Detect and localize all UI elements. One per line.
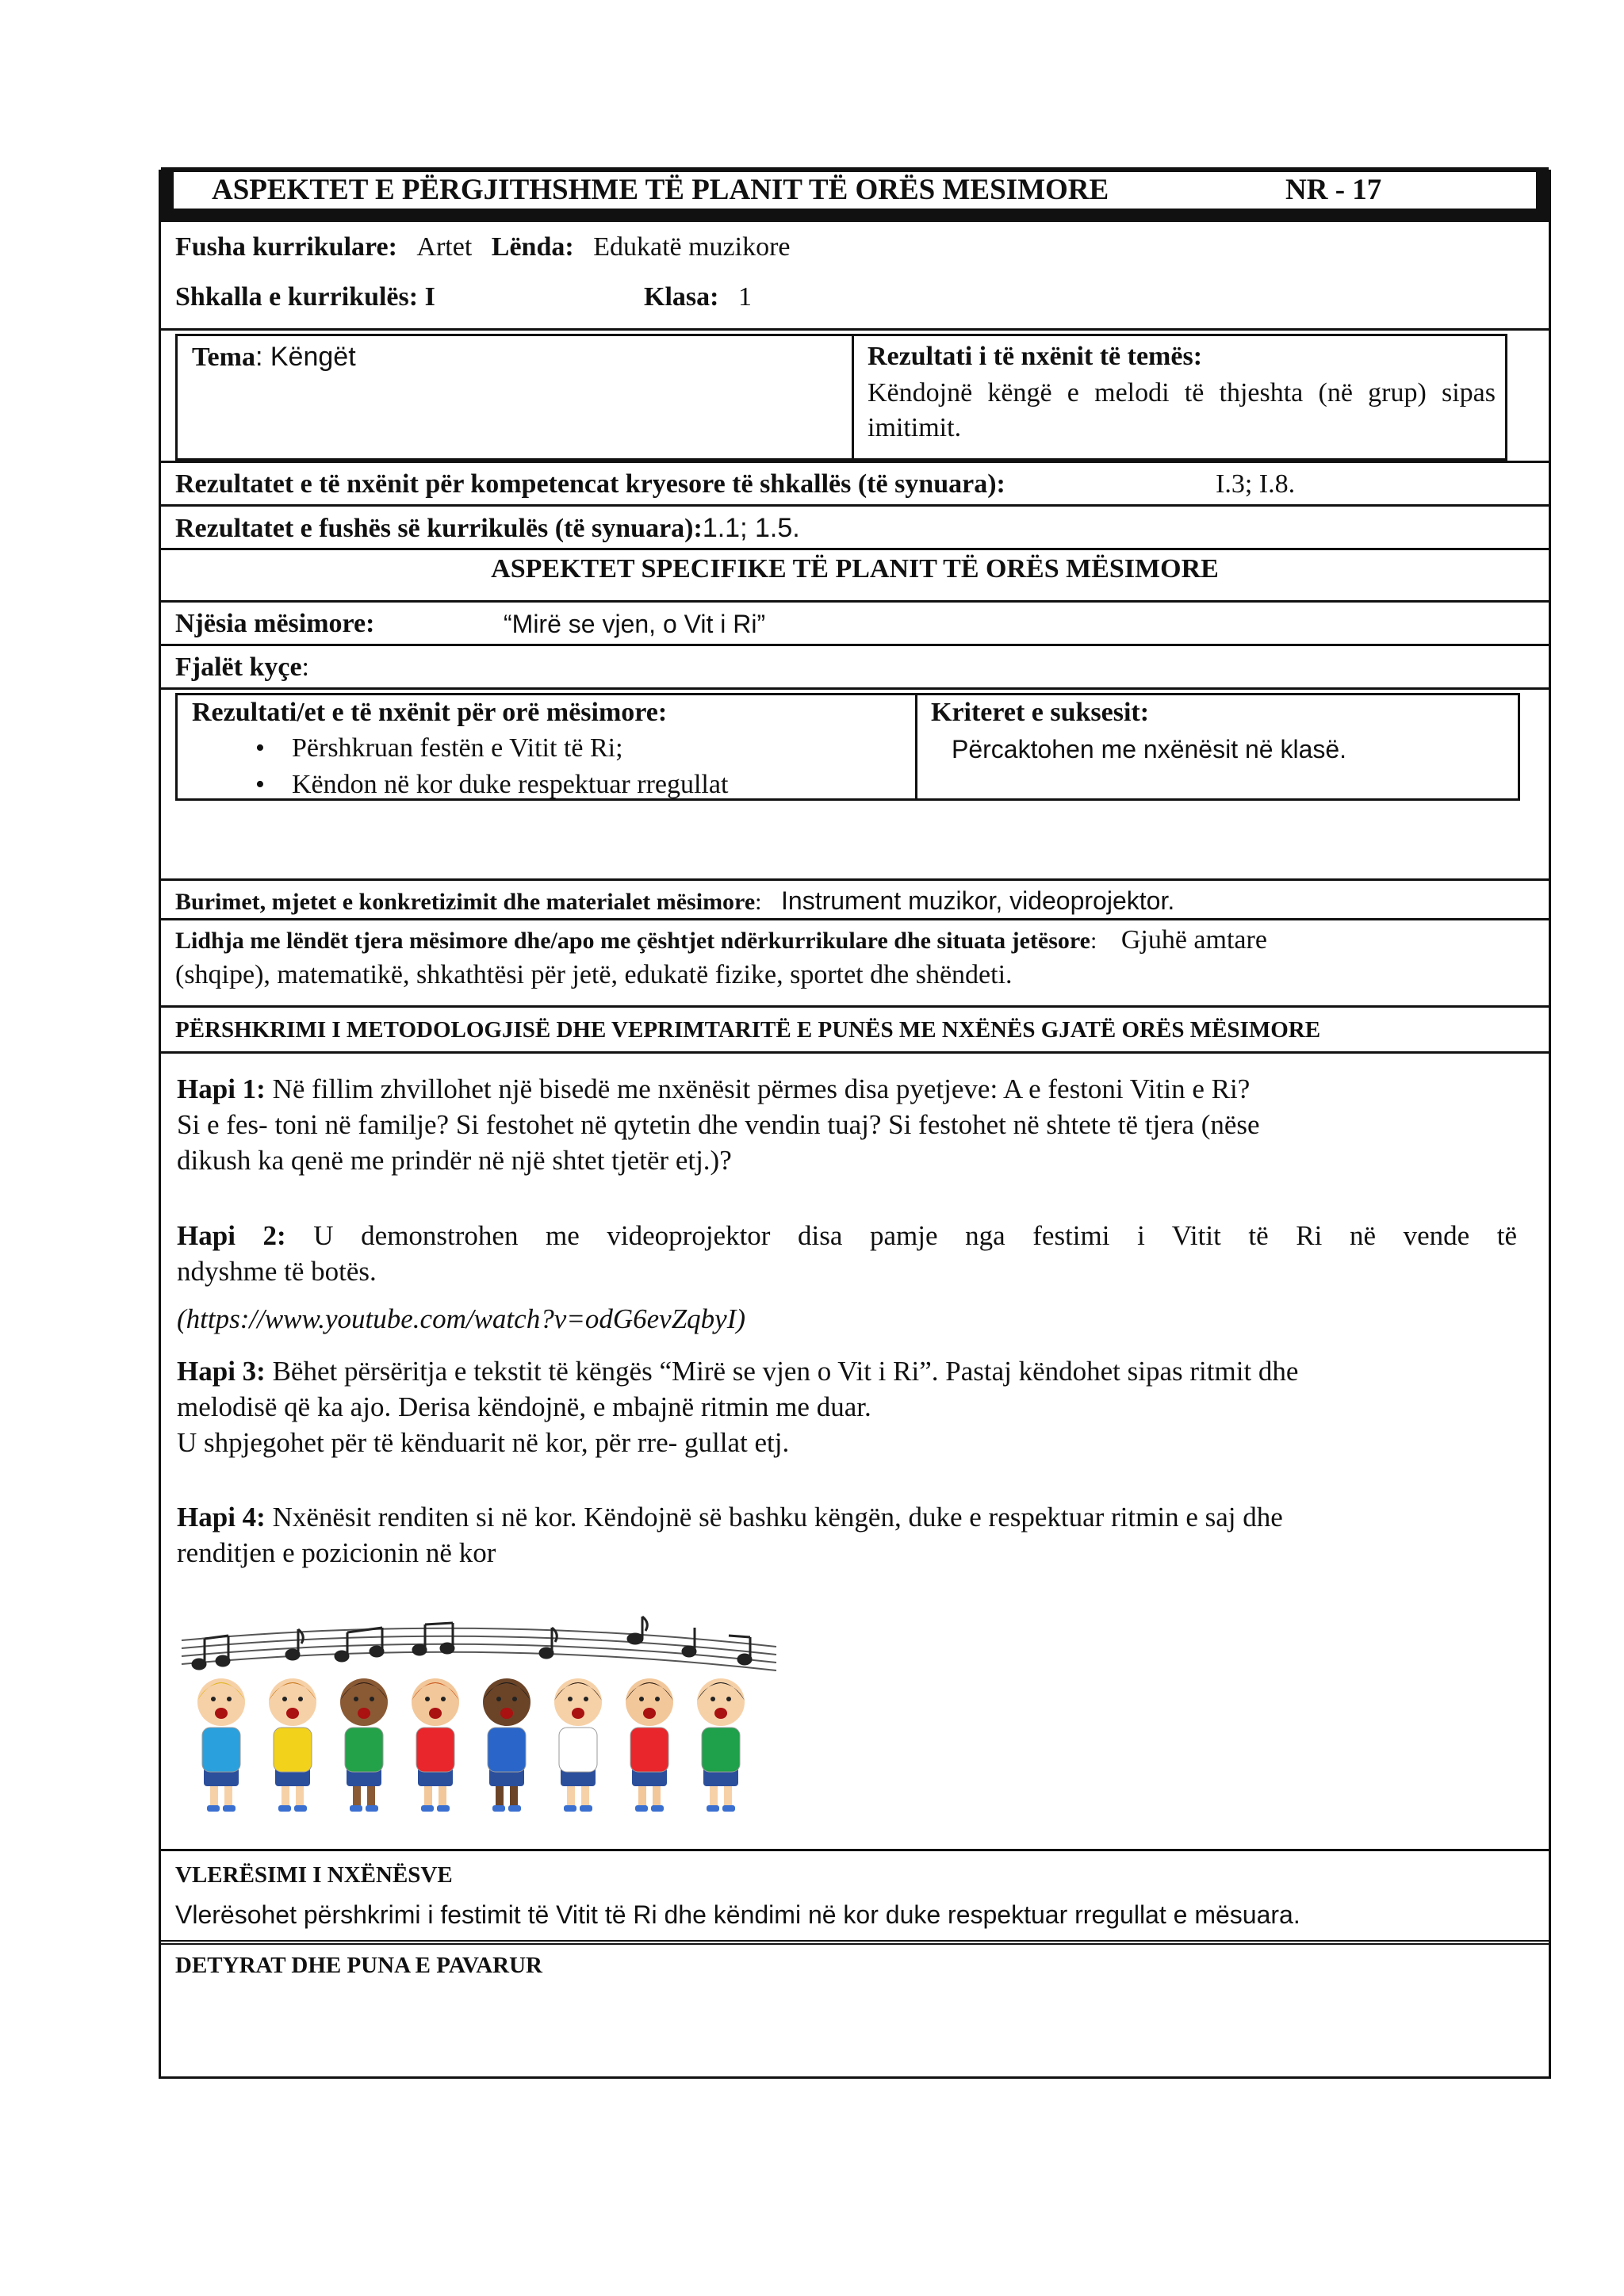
shkalla-label: Shkalla e kurrikulës: I (175, 282, 435, 312)
video-link[interactable]: (https://www.youtube.com/watch?v=odG6evZqbyI) (177, 1303, 746, 1334)
specifike-title-row (161, 548, 1549, 600)
njesia-value: “Mirë se vjen, o Vit i Ri” (504, 610, 766, 638)
kriteret-value: Përcaktohen me nxënësit në klasë. (952, 735, 1347, 763)
vleresimi-label: VLERËSIMI I NXËNËSVE (175, 1862, 453, 1888)
rezultatet-kriteret-box (175, 693, 1520, 801)
kriteret-label: Kriteret e suksesit: (931, 698, 1150, 727)
burimet-row: Burimet, mjetet e konkretizimit dhe materialet mësimore: Instrument muzikor, videoprojektor. (161, 878, 1549, 918)
lenda-value: Edukatë muzikore (593, 232, 791, 262)
child-figure (412, 1678, 459, 1812)
hapi-4: Hapi 4: Nxënësit renditen si në kor. Këndojnë së bashku këngën, duke e respektuar ritmin e saj dhe renditjen e pozicionin në kor (177, 1502, 1283, 1568)
specifike-title: ASPEKTET SPECIFIKE TË PLANIT TË ORËS MËSIMORE (491, 554, 1219, 584)
hapi-2: Hapi 2: U demonstrohen me videoprojektor disa pamje nga festimi i Vitit të Ri në vende të ndyshme të botës. (177, 1220, 1518, 1287)
detyrat-label: DETYRAT DHE PUNA E PAVARUR (175, 1953, 542, 1978)
rezultatet-ores-list (178, 730, 728, 803)
rezultatet-ores-section (161, 687, 1549, 878)
fusha-rezultatet-row (161, 504, 1549, 548)
njesia-row (161, 600, 1549, 644)
children-group (197, 1678, 745, 1812)
list-item: • Këndon në kor duke respektuar rregullat (178, 767, 728, 803)
fjalet-label: Fjalët kyçe (175, 652, 302, 682)
hapi-1-label: Hapi 1: (177, 1073, 266, 1104)
vleresimi-text: Vlerësohet përshkrimi i festimit të Vitit të Ri dhe këndimi në kor duke respektuar rregullat e mësuara. (175, 1900, 1300, 1929)
child-figure (697, 1678, 745, 1812)
kompetencat-row (161, 461, 1549, 504)
lenda-label: Lënda: (491, 232, 574, 262)
plan-number: NR - 17 (1285, 174, 1382, 206)
general-fields (161, 220, 1549, 328)
njesia-label: Njësia mësimore: (175, 609, 375, 638)
header (161, 167, 1549, 220)
page-title: ASPEKTET E PËRGJITHSHME TË PLANIT TË ORËS MESIMORE (212, 174, 1109, 206)
metodologjia-title-row (161, 1005, 1549, 1051)
metodologjia-content (161, 1051, 1549, 1849)
metodologjia-title: PËRSHKRIMI I METODOLOGJISË DHE VEPRIMTARITË E PUNËS ME NXËNËS GJATË ORËS MËSIMORE (175, 1017, 1321, 1043)
fusha-value: Artet (416, 232, 473, 262)
list-item: • Përshkruan festën e Vitit të Ri; (178, 730, 728, 767)
lidhja-label: Lidhja me lëndët tjera mësimore dhe/apo me çështjet ndërkurrikulare dhe situata jetësore (175, 928, 1090, 954)
lidhja-value-1: Gjuhë amtare (1120, 925, 1267, 955)
rezultatet-ores-label: Rezultati/et e të nxënit për orë mësimore: (192, 698, 668, 727)
kompetencat-value: I.3; I.8. (1216, 469, 1296, 499)
burimet-label: Burimet, mjetet e konkretizimit dhe materialet mësimore (175, 889, 756, 915)
hapi-4-label: Hapi 4: (177, 1502, 266, 1533)
child-figure (340, 1678, 388, 1812)
fjalet-row: Fjalët kyçe: (161, 644, 1549, 687)
klasa-label: Klasa: (644, 282, 719, 312)
lidhja-row: Lidhja me lëndët tjera mësimore dhe/apo me çështjet ndërkurrikulare dhe situata jetësore: Gjuhë amtare (shqipe), matematikë, shkathtësi për jetë, edukatë fizike, sportet dhe shëndeti. (161, 918, 1549, 1005)
hapi-3: Hapi 3: Bëhet përsëritja e tekstit të këngës “Mirë se vjen o Vit i Ri”. Pastaj këndohet sipas ritmit dhe melodisë që ka ajo. Derisa këndojnë, e mbajnë ritmin me duar. U shpjegohet për të kënduarit në kor, për rre- gullat etj. (177, 1356, 1299, 1458)
child-figure (554, 1678, 602, 1812)
rezultati-temes-text: Këndojnë këngë e melodi të thjeshta (në grup) sipas imitimit. (868, 378, 1496, 442)
tema-label: Tema (192, 342, 255, 372)
hapi-2-label: Hapi 2: (177, 1220, 286, 1251)
burimet-value: Instrument muzikor, videoprojektor. (781, 886, 1175, 915)
tema-box (175, 334, 1507, 461)
klasa-value: 1 (737, 282, 752, 312)
fusha-rez-value: 1.1; 1.5. (702, 513, 800, 543)
singing-children-illustration (174, 1615, 784, 1821)
vleresimi-row (161, 1849, 1549, 1940)
child-figure (626, 1678, 673, 1812)
detyrat-row (161, 1940, 1549, 2079)
kompetencat-label: Rezultatet e të nxënit për kompetencat kryesore të shkallës (të synuara): (175, 469, 1005, 499)
child-figure (483, 1678, 530, 1812)
tema-value: : Këngët (255, 342, 356, 372)
hapi-3-label: Hapi 3: (177, 1356, 266, 1387)
child-figure (269, 1678, 316, 1812)
header-title-bar (174, 172, 1536, 209)
fusha-label: Fusha kurrikulare: (175, 232, 397, 262)
tema-section (161, 328, 1549, 461)
lesson-plan (159, 170, 1551, 2079)
fusha-rez-label: Rezultatet e fushës së kurrikulës (të synuara): (175, 514, 703, 543)
hapi-1: Hapi 1: Në fillim zhvillohet një bisedë me nxënësit përmes disa pyetjeve: A e festoni Vitin e Ri? Si e fes- toni në familje? Si festohet në qytetin dhe vendin tuaj? Si festohet në shtete të tjera (nëse dikush ka qenë me prindër në një shtet tjetër etj.)? (177, 1073, 1260, 1176)
lidhja-value-2: (shqipe), matematikë, shkathtësi për jetë, edukatë fizike, sportet dhe shëndeti. (175, 960, 1013, 989)
child-figure (197, 1678, 245, 1812)
rezultati-temes-label: Rezultati i të nxënit të temës: (868, 342, 1203, 371)
